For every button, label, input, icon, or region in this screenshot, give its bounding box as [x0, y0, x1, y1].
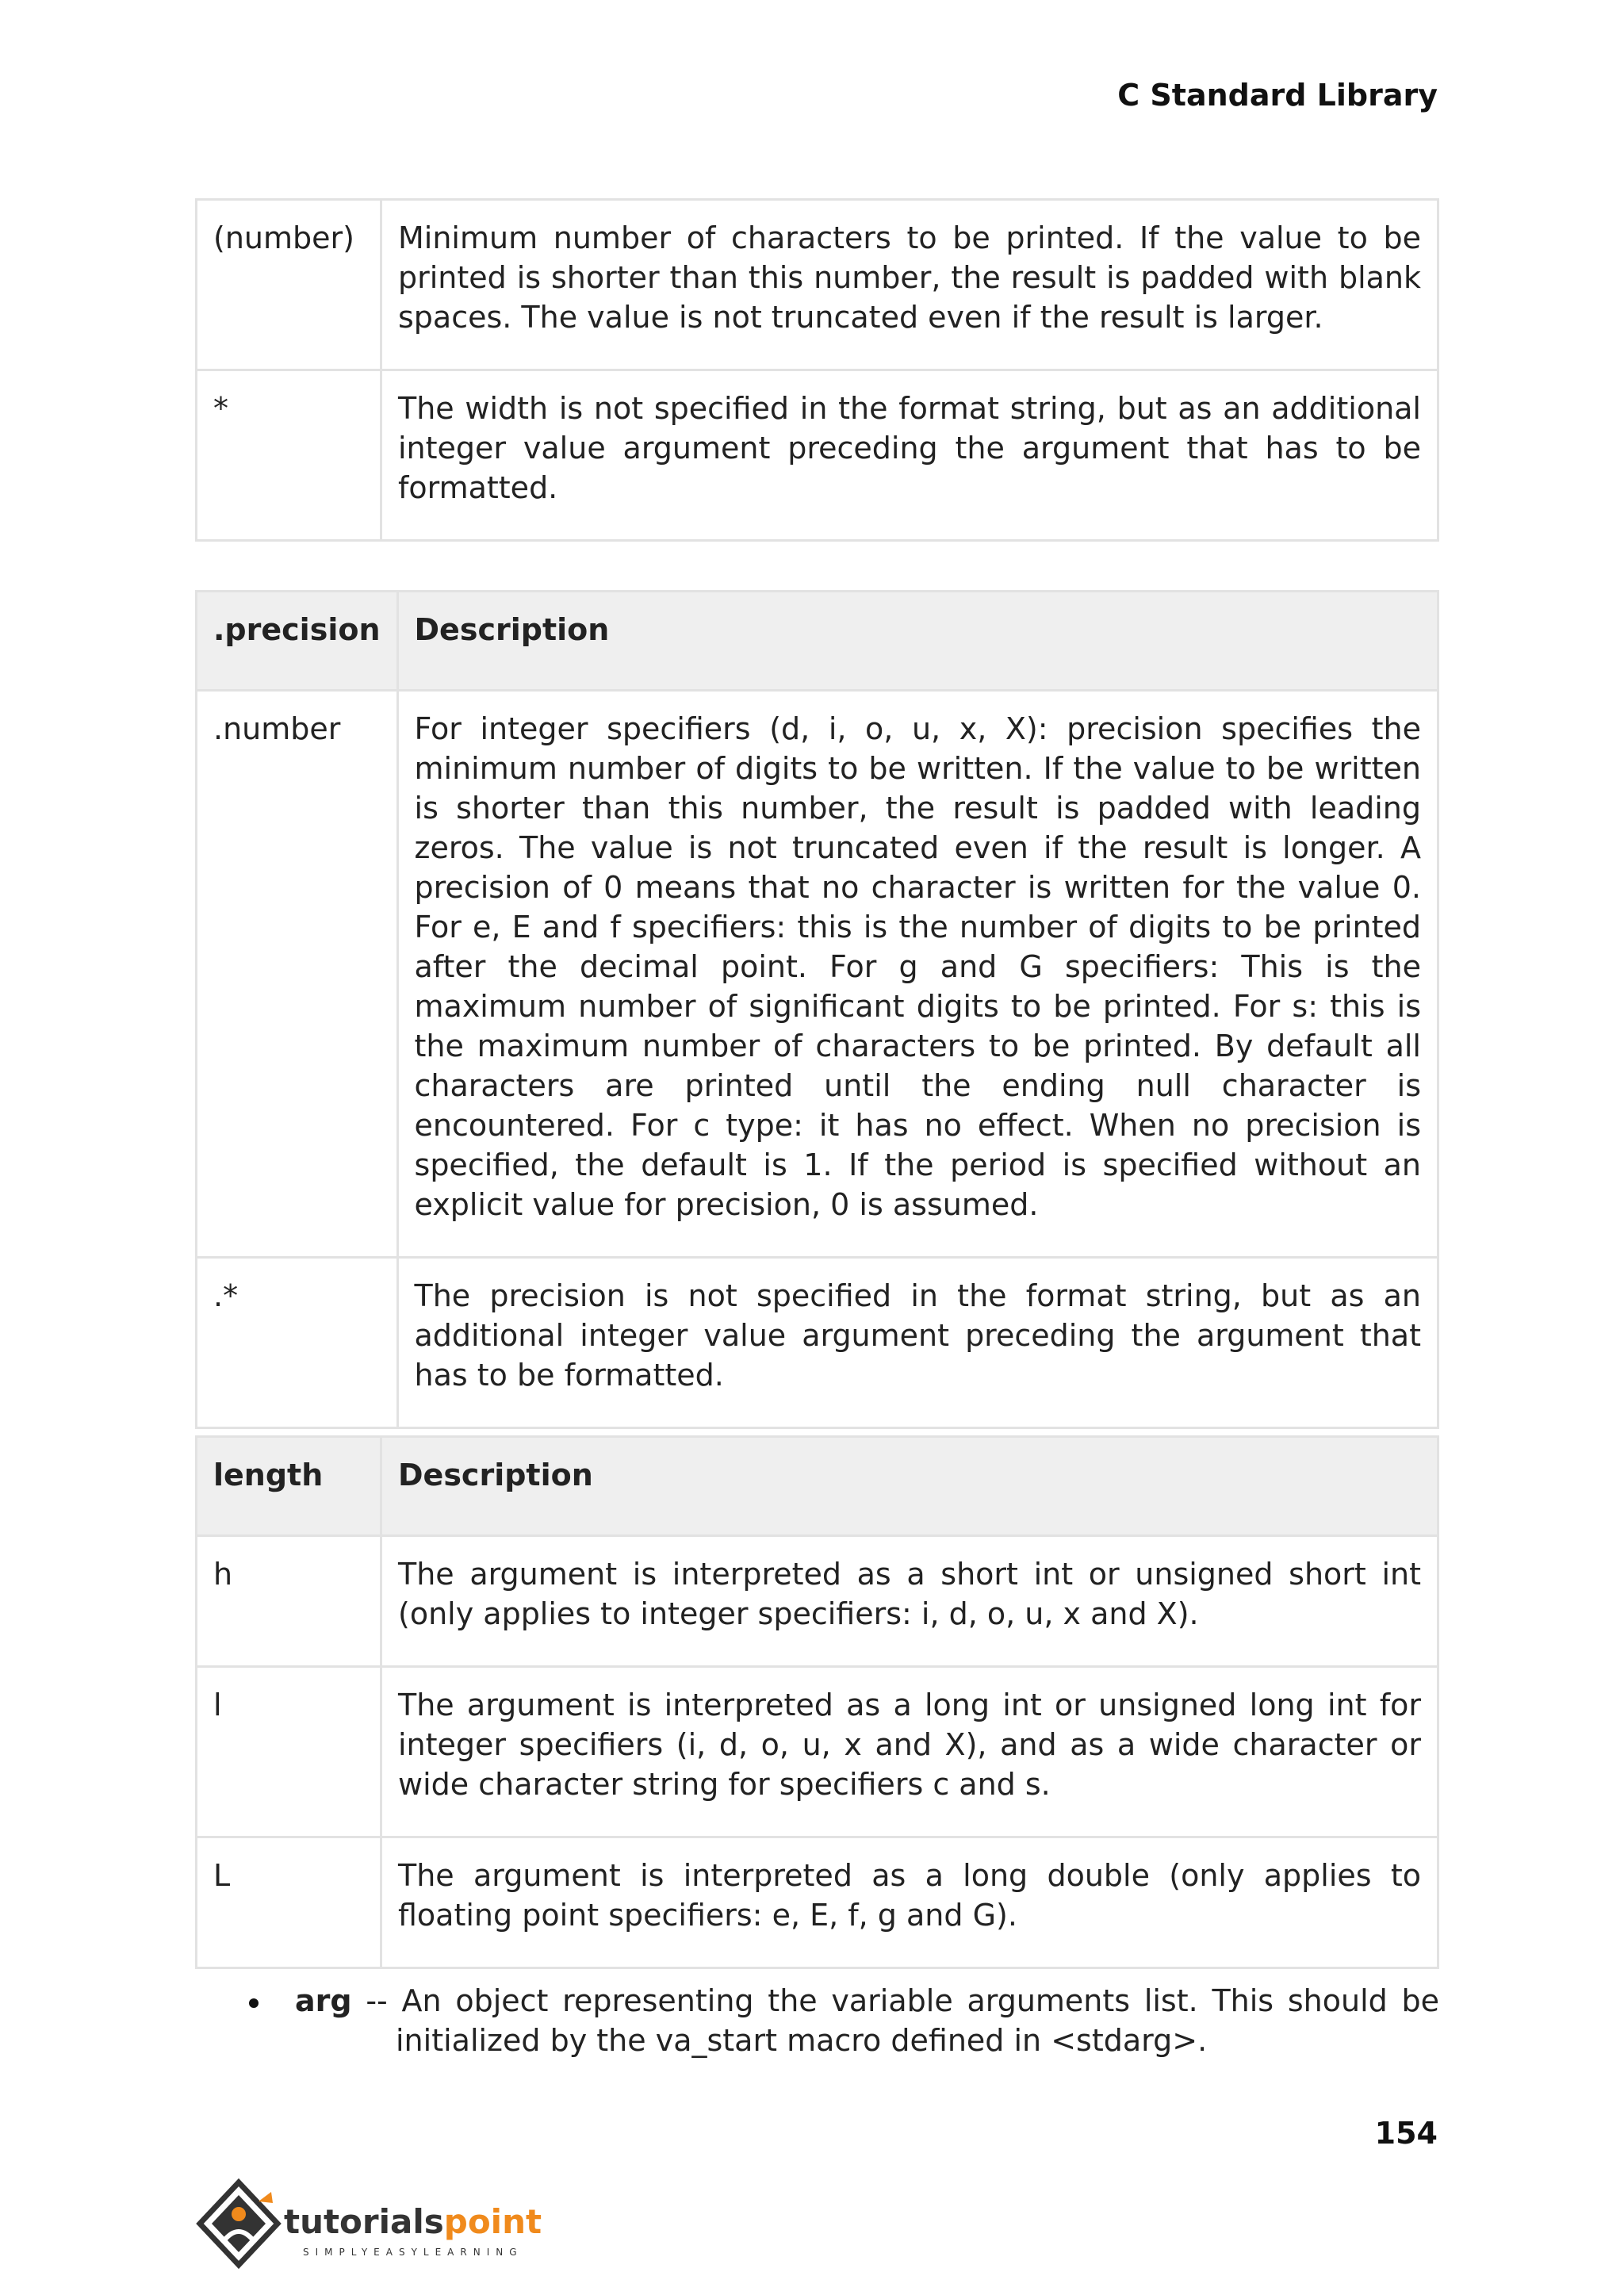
table-header-key: length: [197, 1437, 381, 1536]
table-cell-key: *: [197, 370, 381, 541]
tutorialspoint-logo: [195, 2178, 576, 2273]
table-cell-description: The argument is interpreted as a long int or unsigned long int for integer specifiers (i, d, o, u, x and X), and as a wide character or wide character string for specifiers c and s.: [381, 1667, 1438, 1837]
logo-text: tutorialspoint: [284, 2202, 542, 2241]
table-cell-key: .number: [197, 691, 398, 1258]
table-header-key: .precision: [197, 592, 398, 691]
table-header-description: Description: [381, 1437, 1438, 1536]
table-cell-description: The precision is not specified in the format string, but as an additional integer value argument preceding the argument that has to be formatted.: [397, 1258, 1438, 1428]
table-row: [197, 1667, 1438, 1837]
table-cell-description: The argument is interpreted as a short int or unsigned short int (only applies to integer specifiers: i, d, o, u, x and X).: [381, 1536, 1438, 1667]
table-row: [197, 1837, 1438, 1968]
width-table: [195, 198, 1439, 542]
table-row: [197, 200, 1438, 370]
bullet-description: -- An object representing the variable arguments list. This should be initialized by the va_start macro defined in <stdarg>.: [351, 1983, 1439, 2058]
table-row: [197, 691, 1438, 1258]
table-row: [197, 1536, 1438, 1667]
table-cell-key: (number): [197, 200, 381, 370]
precision-table: [195, 590, 1439, 1429]
table-cell-description: Minimum number of characters to be printed. If the value to be printed is shorter than this number, the result is padded with blank spaces. The value is not truncated even if the result is larger.: [381, 200, 1438, 370]
page-header-title: C Standard Library: [1117, 78, 1438, 113]
table-header-description: Description: [397, 592, 1438, 691]
table-cell-key: L: [197, 1837, 381, 1968]
length-table: [195, 1435, 1439, 1969]
table-row: [197, 370, 1438, 541]
table-header-row: [197, 1437, 1438, 1536]
table-cell-key: h: [197, 1536, 381, 1667]
page-number: 154: [1374, 2116, 1438, 2151]
table-header-row: [197, 592, 1438, 691]
table-row: [197, 1258, 1438, 1428]
table-cell-key: .*: [197, 1258, 398, 1428]
bullet-dot-icon: [249, 1998, 259, 2008]
table-cell-description: The argument is interpreted as a long double (only applies to floating point specifiers: e, E, f, g and G).: [381, 1837, 1438, 1968]
logo-tagline: SIMPLYEASYLEARNING: [303, 2247, 523, 2258]
table-cell-key: l: [197, 1667, 381, 1837]
bullet-text: [295, 1981, 1439, 2060]
logo-diamond-icon: [200, 2182, 278, 2265]
table-cell-description: The width is not specified in the format string, but as an additional integer value argument preceding the argument that has to be formatted.: [381, 370, 1438, 541]
table-cell-description: For integer specifiers (d, i, o, u, x, X): precision specifies the minimum number of digits to be written. If the value to be written is shorter than this number, the result is padded with leading zeros. The value is not truncated even if the result is longer. A precision of 0 means that no character is written for the value 0. For e, E and f specifiers: this is the number of digits to be printed after the decimal point. For g and G specifiers: This is the maximum number of significant digits to be printed. For s: this is the maximum number of characters to be printed. By default all characters are printed until the ending null character is encountered. For c type: it has no effect. When no precision is specified, the default is 1. If the period is specified without an explicit value for precision, 0 is assumed.: [397, 691, 1438, 1258]
arg-bullet-item: [238, 1981, 1439, 2060]
bullet-term: arg: [295, 1983, 352, 2018]
